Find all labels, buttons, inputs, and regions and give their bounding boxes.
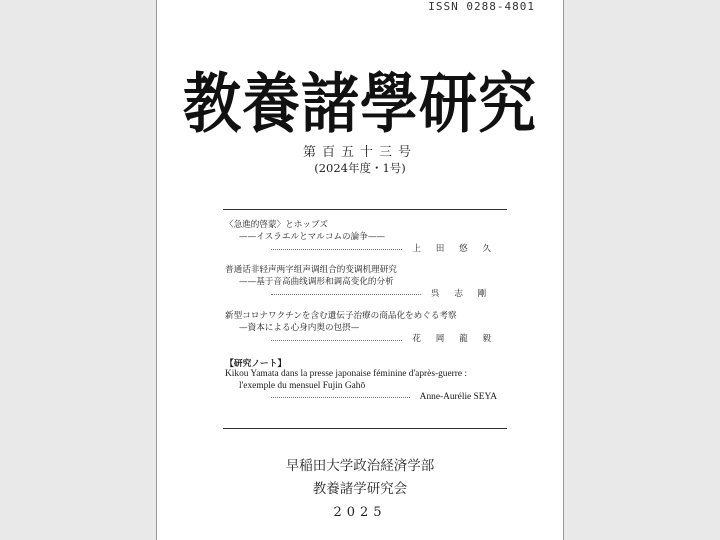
- article-author: Anne-Aurélie SEYA: [419, 391, 497, 402]
- publisher-block: [157, 455, 563, 524]
- issue-number: 第百五十三号: [302, 145, 417, 160]
- journal-cover: [156, 0, 564, 540]
- toc-bottom-rule: [223, 428, 507, 429]
- author-line: [271, 334, 497, 346]
- leader-dots: [271, 397, 410, 398]
- article-author: 呉 志 剛: [431, 288, 493, 299]
- leader-dots: [271, 249, 402, 250]
- author-line: [271, 289, 497, 301]
- article-title: Kikou Yamata dans la presse japonaise féminine d'après-guerre :: [225, 369, 467, 380]
- article-subtitle: —資本による心身内奥の包摂—: [239, 322, 360, 333]
- publisher-faculty: 早稲田大学政治経済学部: [285, 458, 435, 474]
- article-title: 新型コロナワクチンを含む遺伝子治療の商品化をめぐる考察: [225, 310, 457, 321]
- toc-entry: [225, 369, 497, 403]
- article-subtitle: ——イスラエルとマルコムの論争——: [239, 231, 386, 242]
- article-subtitle: ——基于音高曲线调形和调高变化的分析: [239, 277, 394, 288]
- article-subtitle: l'exemple du mensuel Fujin Gahō: [239, 380, 366, 391]
- publisher-society: 教養諸学研究会: [312, 481, 408, 497]
- article-author: 花 岡 龍 毅: [412, 334, 497, 345]
- article-title: 普通话非轻声两字组声调组合的变调机理研究: [225, 265, 397, 276]
- issn-number: ISSN 0288-4801: [428, 0, 535, 13]
- leader-dots: [271, 294, 421, 295]
- issue-year: (2024年度・1号): [314, 161, 406, 175]
- author-line: [271, 392, 497, 403]
- toc-entry: [225, 311, 497, 346]
- toc-top-rule: [223, 209, 507, 210]
- journal-title: 教養諸學研究: [182, 65, 537, 142]
- leader-dots: [271, 340, 402, 341]
- article-title: 〈急進的啓蒙〉とホッブズ: [225, 220, 328, 230]
- author-line: [271, 244, 497, 256]
- toc-entry: [225, 265, 497, 300]
- publication-year: 2025: [333, 505, 387, 520]
- research-note-heading: 【研究ノート】: [225, 359, 287, 370]
- article-author: 上 田 悠 久: [412, 243, 497, 254]
- table-of-contents: [225, 220, 497, 413]
- toc-entry: [225, 220, 497, 255]
